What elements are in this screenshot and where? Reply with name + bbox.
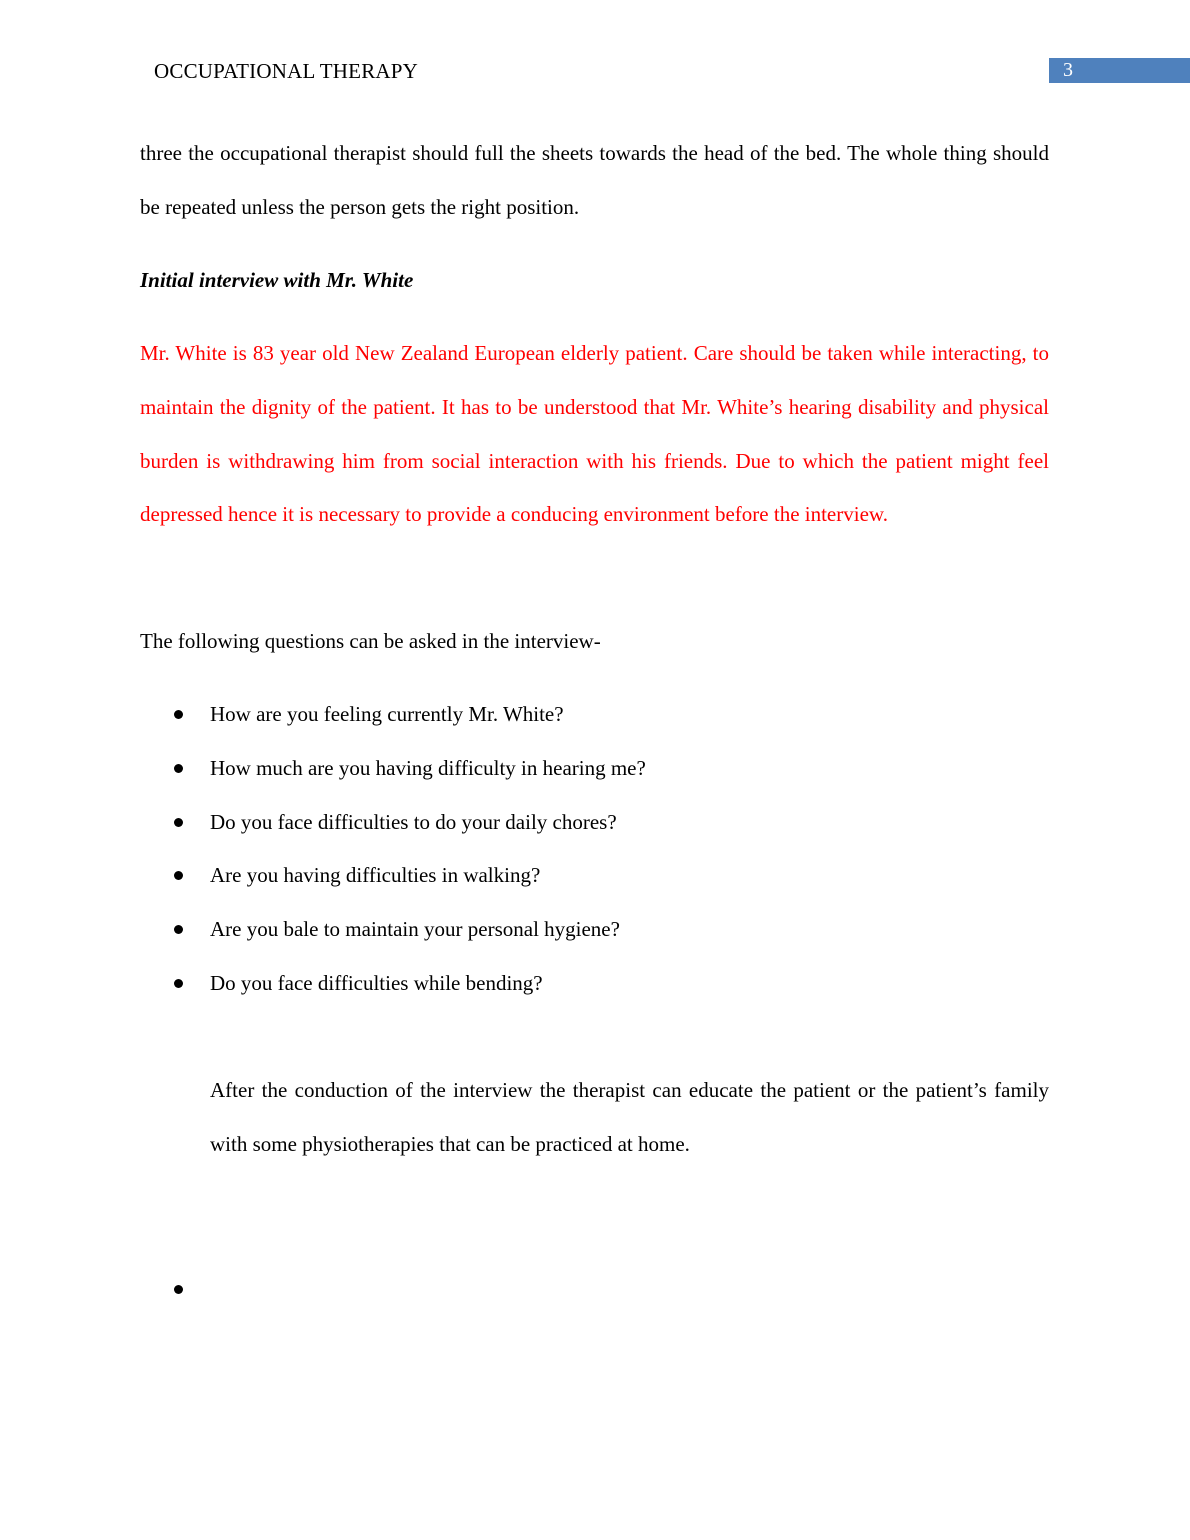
page-number: 3	[1063, 59, 1073, 81]
bullet-icon	[174, 979, 183, 988]
bullet-icon	[174, 818, 183, 827]
question-text: Are you having difficulties in walking?	[210, 863, 541, 888]
list-item	[140, 796, 1049, 850]
list-item	[140, 742, 1049, 796]
empty-bullet-icon	[174, 1285, 183, 1294]
bullet-icon	[174, 710, 183, 719]
paragraph-questions-intro: The following questions can be asked in the interview-	[140, 629, 601, 653]
question-text: How are you feeling currently Mr. White?	[210, 702, 564, 726]
bullet-icon	[174, 764, 183, 773]
bullet-icon	[174, 871, 183, 880]
list-item	[140, 903, 1049, 957]
list-item	[140, 688, 1049, 742]
section-heading: Initial interview with Mr. White	[140, 268, 414, 292]
bullet-icon	[174, 925, 183, 934]
paragraph-patient-description: Mr. White is 83 year old New Zealand European elderly patient. Care should be taken while interacting, to maintain the dignity of the patient. It has to be understood that Mr. White’s hearing disability and physical burden is withdrawing him from social interaction with his friends. Due to which the patient might feel depressed hence it is necessary to provide a conducing environment before the interview.	[140, 341, 1049, 527]
page-number-badge	[1049, 58, 1190, 83]
question-text: Are you bale to maintain your personal hygiene?	[210, 917, 620, 942]
paragraph-bed-positioning: three the occupational therapist should full the sheets towards the head of the bed. The whole thing should be repeated unless the person gets the right position.	[140, 141, 1049, 219]
running-head: OCCUPATIONAL THERAPY	[154, 59, 419, 83]
list-item	[140, 849, 1049, 903]
list-item	[140, 957, 1049, 1011]
paragraph-after-interview: After the conduction of the interview the therapist can educate the patient or the patient’s family with some physiotherapies that can be practiced at home.	[210, 1078, 1049, 1156]
interview-questions-list	[140, 688, 1049, 1011]
question-text: Do you face difficulties to do your daily chores?	[210, 809, 617, 834]
question-text: How much are you having difficulty in hearing me?	[210, 755, 646, 780]
question-text: Do you face difficulties while bending?	[210, 970, 543, 995]
